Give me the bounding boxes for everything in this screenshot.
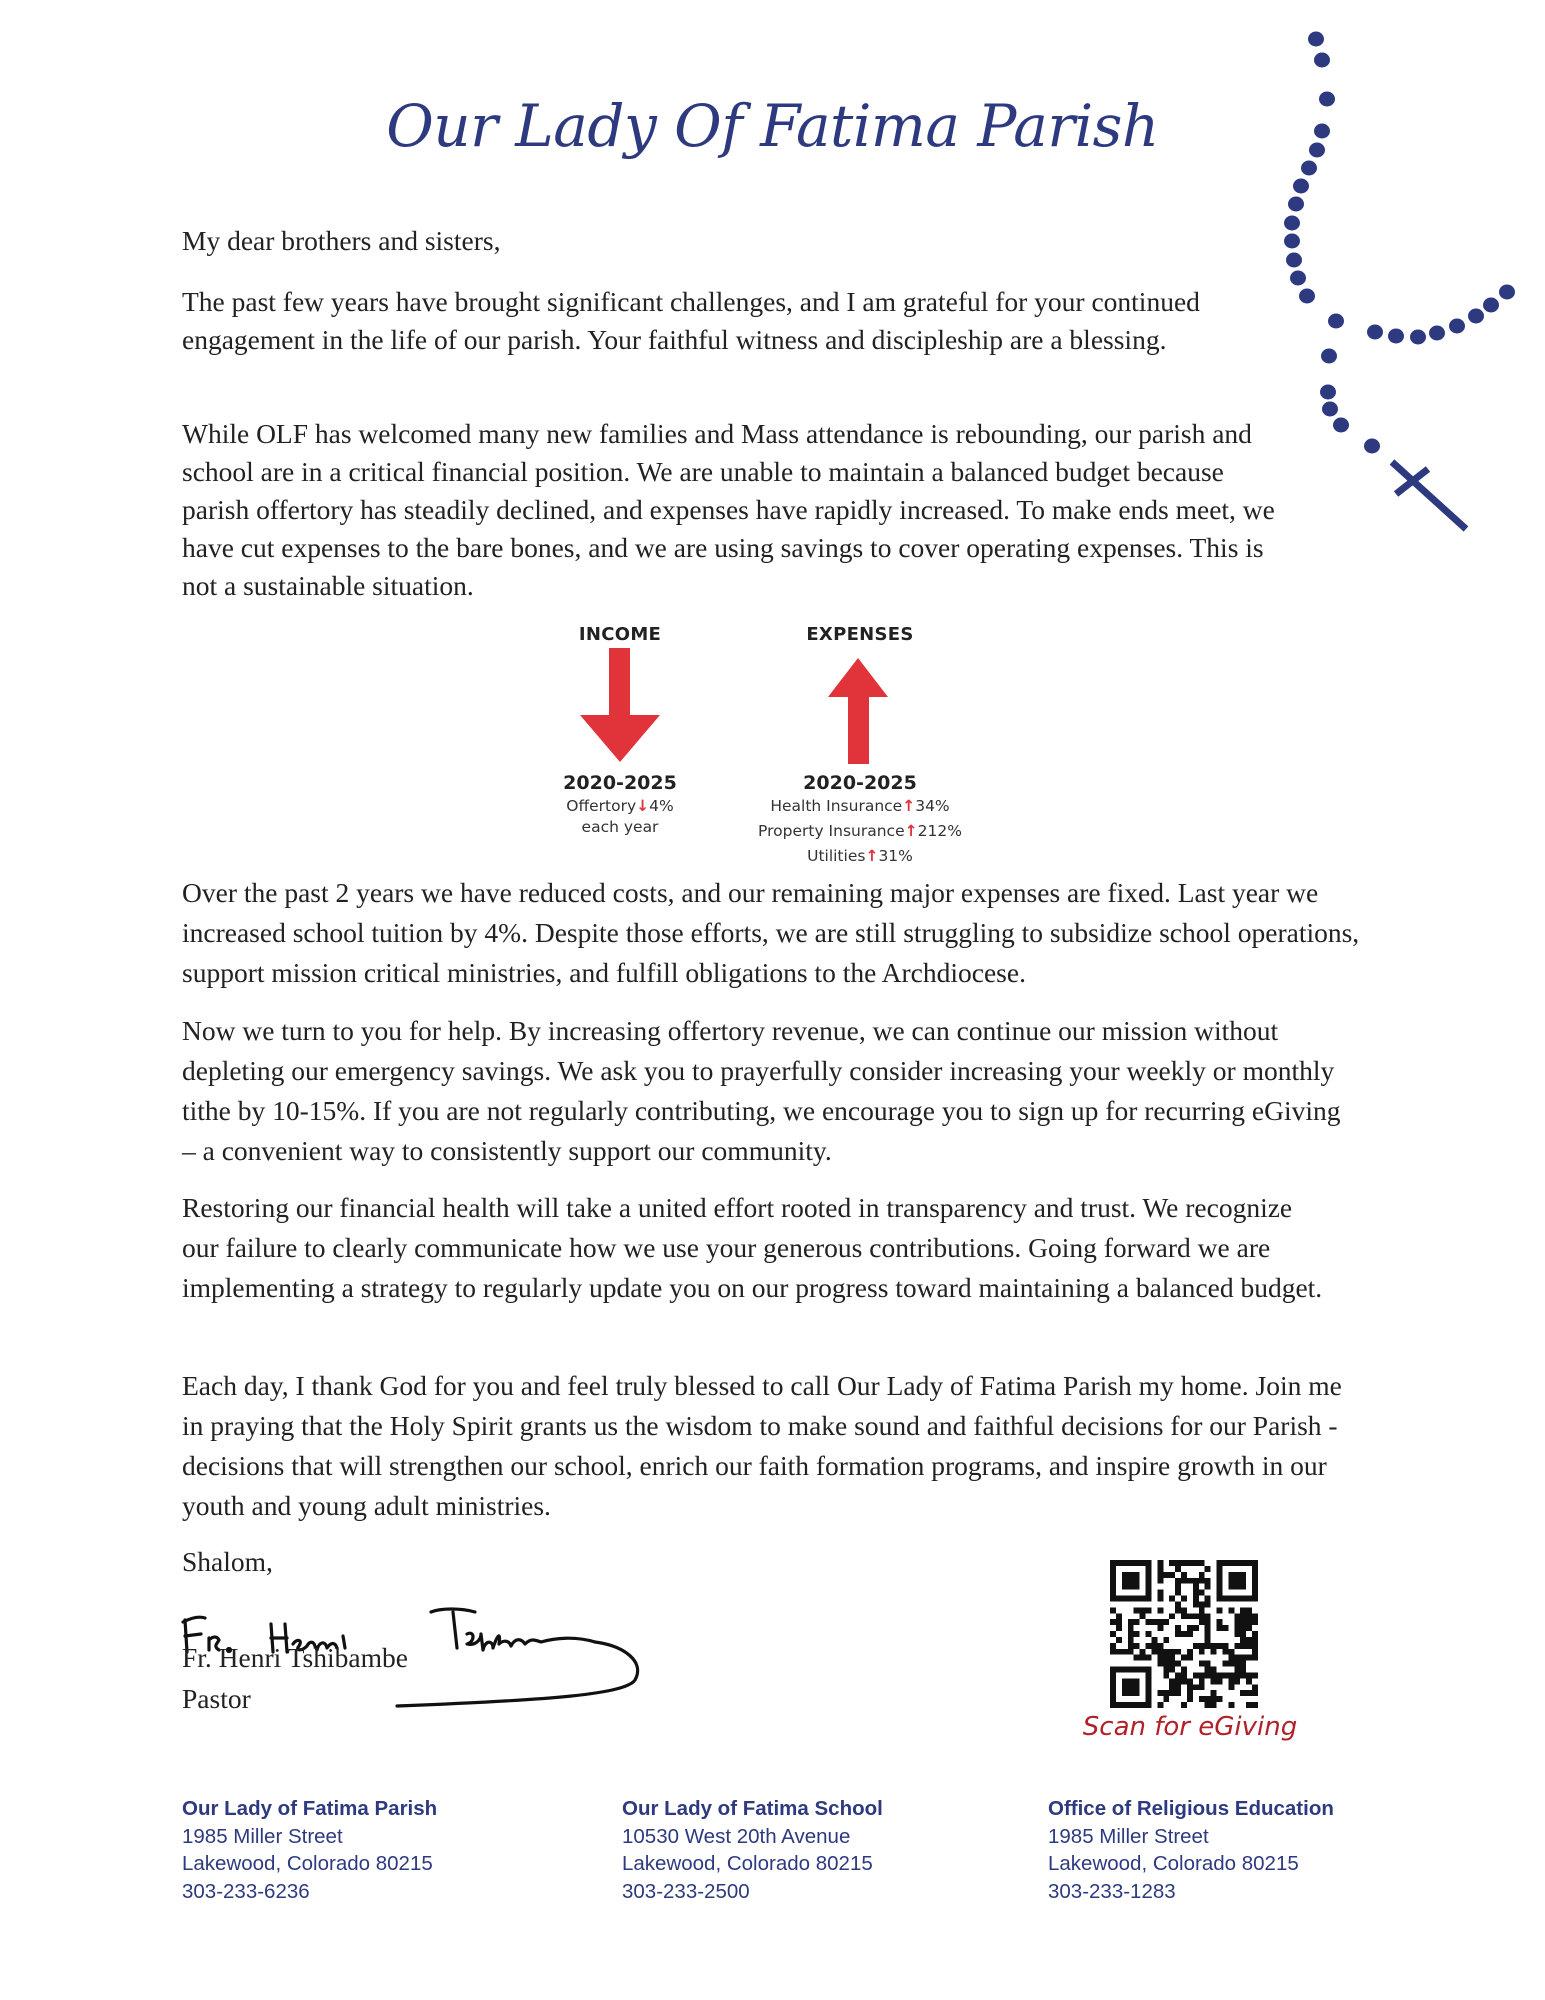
paragraph-5: Restoring our financial health will take a united effort rooted in transparency and trust. We recognize our failure to clearly communicate how we use your generous contributions. Going forward we are implementing a strategy to regularly update you on our progress toward maintaining a balanced budget.: [182, 1192, 1323, 1303]
footer-org: Our Lady of Fatima School: [622, 1797, 883, 1820]
rosary-bead: [1429, 326, 1445, 341]
arrow-down-icon: [570, 644, 670, 768]
utilities-line: [710, 844, 1010, 869]
rosary-bead: [1367, 325, 1383, 340]
rosary-bead: [1499, 285, 1515, 300]
arrow-up-small-icon: ↑: [904, 822, 918, 840]
pastor-name: Fr. Henri Tshibambe: [182, 1642, 408, 1673]
qr-finder: [1122, 1678, 1140, 1696]
income-heading: INCOME: [578, 624, 662, 645]
health-insurance-value: 34%: [915, 797, 950, 815]
offertory-note: each year: [581, 818, 659, 836]
footer-city: Lakewood, Colorado 80215: [182, 1852, 433, 1875]
arrow-up-small-icon: ↑: [902, 797, 916, 815]
income-details: [520, 772, 720, 840]
footer-city: Lakewood, Colorado 80215: [1048, 1852, 1299, 1875]
property-insurance-label: Property Insurance: [758, 822, 905, 840]
footer-phone[interactable]: 303-233-1283: [1048, 1879, 1176, 1903]
offertory-value: 4%: [649, 797, 674, 815]
rosary-bead: [1314, 53, 1330, 68]
rosary-bead: [1314, 124, 1330, 139]
paragraph-1: The past few years have brought significant challenges, and I am grateful for your continued engagement in the life of our parish. Your faithful witness and discipleship are a blessing.: [182, 286, 1200, 355]
health-insurance-line: [710, 794, 1010, 819]
footer-parish: [182, 1795, 437, 1905]
rosary-bead: [1328, 314, 1344, 329]
qr-finder: [1122, 1572, 1140, 1590]
pastor-title: Pastor: [182, 1683, 251, 1714]
paragraph-4: Now we turn to you for help. By increasing offertory revenue, we can continue our mission without depleting our emergency savings. We ask you to prayerfully consider increasing your weekly or monthly tithe by 10-15%. If you are not regularly contributing, we encourage you to sign up for recurring eGiving – a convenient way to consistently support our community.: [182, 1015, 1341, 1166]
rosary-bead: [1321, 349, 1337, 364]
rosary-bead: [1288, 197, 1304, 212]
arrow-up-icon: [810, 654, 910, 768]
rosary-bead: [1293, 179, 1309, 194]
expenses-period: 2020-2025: [803, 772, 917, 794]
offertory-label: Offertory: [566, 797, 637, 815]
footer-phone[interactable]: 303-233-6236: [182, 1879, 310, 1903]
paragraph-2: While OLF has welcomed many new families and Mass attendance is rebounding, our parish and school are in a critical financial position. We are unable to maintain a balanced budget because parish offertory has steadily declined, and expenses have rapidly increased. To make ends meet, we have cut expenses to the bare bones, and we are using savings to cover operating expenses. This is not a sustainable situation.: [182, 418, 1275, 601]
rosary-bead: [1308, 32, 1324, 47]
qr-finder: [1228, 1572, 1246, 1590]
rosary-bead: [1483, 298, 1499, 313]
income-period: 2020-2025: [563, 772, 677, 794]
footer-street: 10530 West 20th Avenue: [622, 1824, 851, 1848]
property-insurance-line: [710, 819, 1010, 844]
rosary-bead: [1364, 439, 1380, 454]
paragraph-3: Over the past 2 years we have reduced costs, and our remaining major expenses are fixed. Last year we increased school tuition by 4%. Despite those efforts, we are still struggling to subsidize school operations, support mission critical ministries, and fulfill obligations to the Archdiocese.: [182, 877, 1360, 988]
utilities-value: 31%: [878, 847, 913, 865]
expenses-column: [730, 624, 990, 645]
footer-org: Our Lady of Fatima Parish: [182, 1797, 438, 1820]
rosary-bead: [1299, 289, 1315, 304]
paragraph-6: Each day, I thank God for you and feel truly blessed to call Our Lady of Fatima Parish my home. Join me in praying that the Holy Spirit grants us the wisdom to make sound and faithful decisions for our Parish - decisions that will strengthen our school, enrich our faith formation programs, and inspire growth in our youth and young adult ministries.: [182, 1370, 1342, 1521]
footer-school: [622, 1795, 883, 1905]
expenses-details: [710, 772, 1010, 869]
footer-religious-education: [1048, 1795, 1334, 1905]
salutation: My dear brothers and sisters,: [182, 225, 501, 256]
rosary-bead: [1320, 385, 1336, 400]
footer-org: Office of Religious Education: [1048, 1797, 1334, 1820]
utilities-label: Utilities: [807, 847, 866, 865]
crucifix-icon: [1392, 462, 1466, 529]
rosary-bead: [1301, 161, 1317, 176]
rosary-bead: [1388, 329, 1404, 344]
rosary-bead: [1319, 92, 1335, 107]
rosary-bead: [1333, 418, 1349, 433]
rosary-bead: [1449, 319, 1465, 334]
arrow-up-small-icon: ↑: [865, 847, 879, 865]
financial-infographic: [520, 600, 1000, 880]
rosary-bead: [1290, 271, 1306, 286]
footer-city: Lakewood, Colorado 80215: [622, 1852, 873, 1875]
income-column: [520, 624, 720, 645]
egiving-caption: Scan for eGiving: [1082, 1712, 1298, 1742]
rosary-bead: [1322, 402, 1338, 417]
arrow-down-small-icon: ↓: [636, 797, 650, 815]
health-insurance-label: Health Insurance: [770, 797, 903, 815]
footer-street: 1985 Miller Street: [1048, 1824, 1209, 1848]
egiving-qr-code[interactable]: [1110, 1560, 1258, 1708]
rosary-icon: [1250, 20, 1545, 620]
rosary-bead: [1309, 143, 1325, 158]
property-insurance-value: 212%: [917, 822, 962, 840]
footer-street: 1985 Miller Street: [182, 1824, 343, 1848]
rosary-bead: [1468, 309, 1484, 324]
closing: Shalom,: [182, 1546, 273, 1577]
footer-phone[interactable]: 303-233-2500: [622, 1879, 750, 1903]
rosary-bead: [1410, 330, 1426, 345]
page-title: Our Lady Of Fatima Parish: [386, 92, 1159, 160]
expenses-heading: EXPENSES: [806, 624, 914, 645]
